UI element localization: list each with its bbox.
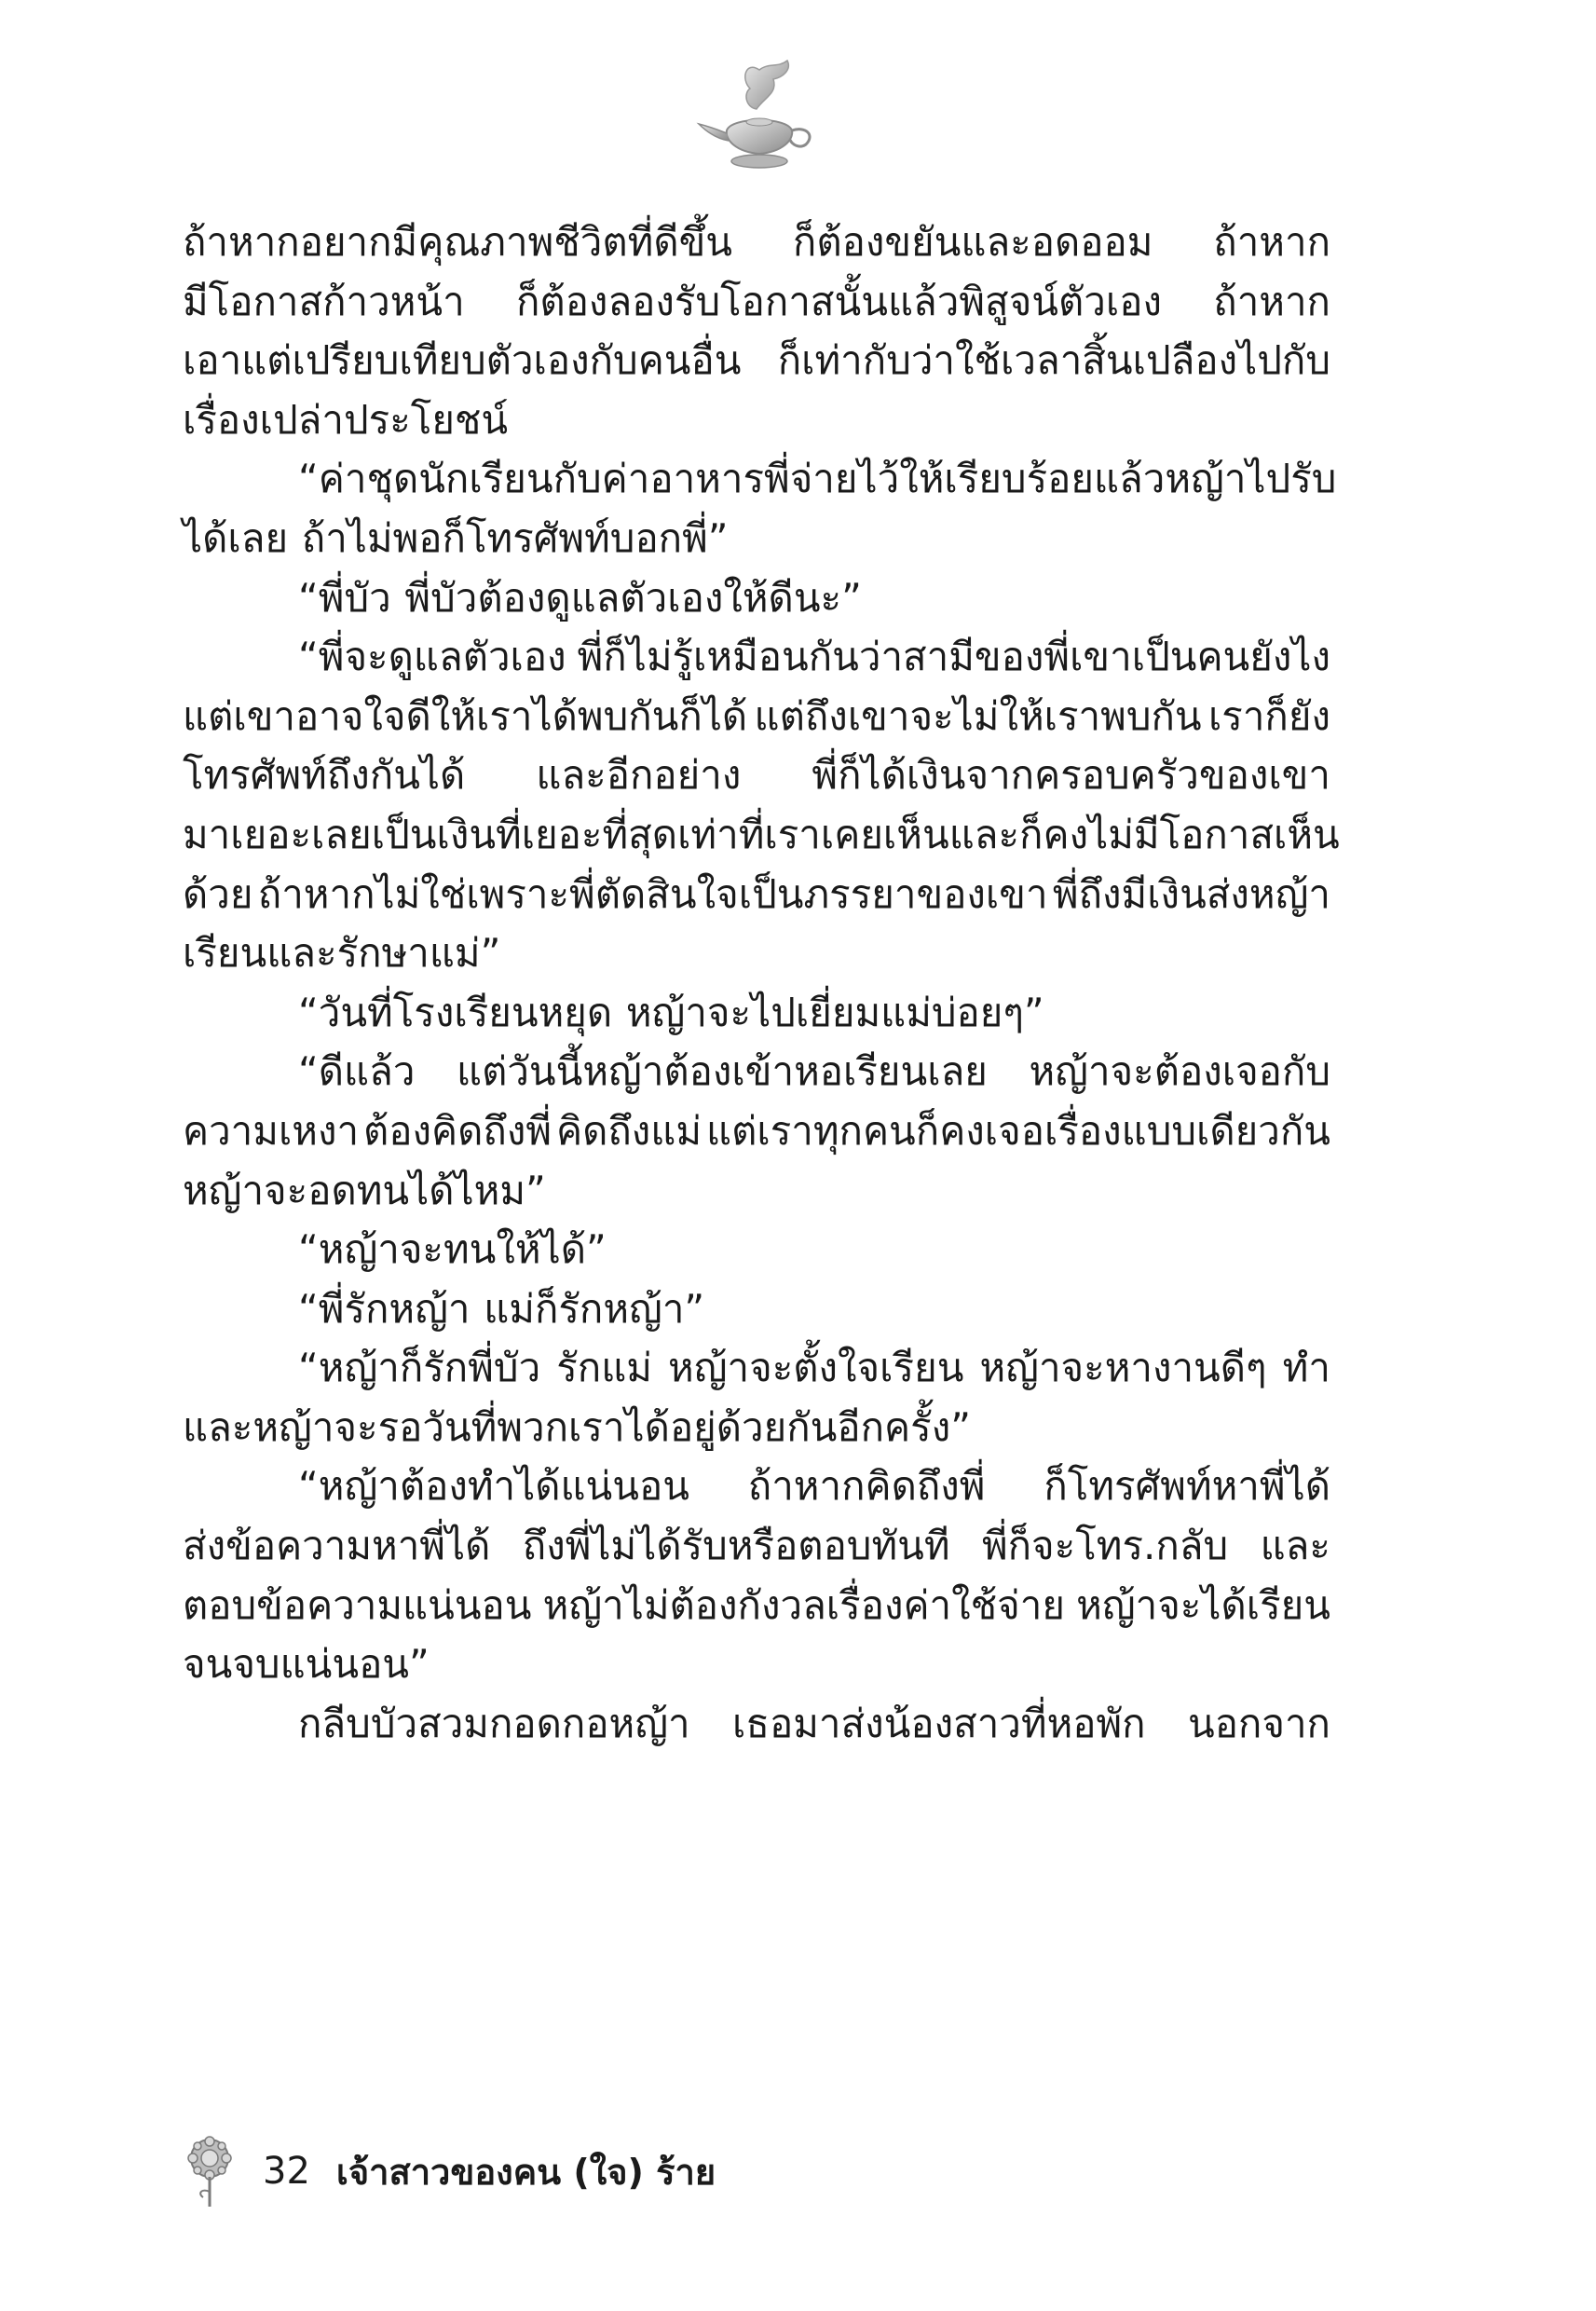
text-segment: ถ้าหากอยากมีคุณภาพชีวิตที่ดีขึ้น [183,219,733,265]
text-segment: และก็คงไม่มีโอกาสเห็น [948,811,1340,857]
text-segment: ได้เลย [183,514,289,561]
text-segment: คิดถึงแม่ [555,1107,703,1154]
text-segment: มีโอกาสก้าวหน้า [183,278,465,324]
text-line [183,272,1330,332]
text-line [183,449,1337,509]
text-segment: ถึงพี่ไม่ได้รับหรือตอบทันที [522,1523,950,1569]
text-line [183,1220,1330,1279]
text-segment: ก็เท่ากับว่าใช้เวลาสิ้นเปลืองไปกับ [777,337,1330,384]
text-segment: หญ้าจะหางานดีๆ [979,1345,1267,1391]
text-segment: มาเยอะเลย [183,811,372,857]
text-segment: เอาแต่เปรียบเทียบตัวเองกับคนอื่น [183,337,742,384]
text-segment: หญ้าไปรับ [1165,456,1337,502]
text-segment: แม่ก็รักหญ้า” [484,1285,705,1332]
body-text [183,212,1340,1753]
text-line [183,1338,1330,1398]
text-segment: นอกจาก [1188,1700,1330,1746]
text-segment: แต่วันนี้หญ้าต้องเข้าหอเรียนเลย [457,1048,988,1095]
text-segment: หญ้าจะไปเยี่ยมแม่บ่อยๆ” [625,989,1044,1035]
text-segment: จนจบแน่นอน” [183,1641,430,1688]
text-segment: เป็นเงินที่เยอะที่สุดเท่าที่เราเคยเห็น [371,811,949,857]
text-segment: และ [1260,1523,1330,1569]
text-line [183,509,1330,568]
text-segment: “ดีแล้ว [298,1048,416,1095]
page-number: 32 [263,2150,310,2193]
text-segment: ถ้าหาก [1213,219,1330,265]
text-segment: เรื่องเปล่าประโยชน์ [183,396,509,443]
text-segment: ถ้าหากคิดถึงพี่ [747,1463,986,1510]
text-segment: “วันที่โรงเรียนหยุด [298,989,613,1035]
text-line [183,1161,1330,1221]
text-segment: แต่เราทุกคนก็คงเจอเรื่องแบบเดียวกัน [706,1107,1330,1154]
text-segment: หญ้าจะอดทนได้ไหม” [183,1167,546,1213]
text-segment: หญ้าจะได้เรียน [1076,1581,1330,1628]
text-segment: พี่จ่ายไว้ให้เรียบร้อยแล้ว [764,456,1166,502]
text-line [183,212,1330,272]
text-segment: พี่ก็จะโทร.กลับ [981,1523,1229,1569]
text-segment: พี่บัวต้องดูแลตัวเองให้ดีนะ” [404,574,862,621]
text-segment: ก็ต้องลองรับโอกาสนั้นแล้วพิสูจน์ตัวเอง [516,278,1162,324]
text-line [183,1456,1330,1516]
text-segment: ตอบข้อความแน่นอน [183,1581,532,1628]
text-segment: เรียนและรักษาแม่” [183,930,501,977]
text-segment: กลีบบัวสวมกอดกอหญ้า [298,1700,690,1746]
flower-ornament-icon [183,2134,237,2208]
text-line [183,687,1330,746]
text-line [183,1042,1330,1101]
text-line [183,865,1330,924]
text-line [183,1101,1330,1161]
text-segment: พี่ก็ได้เงินจากครอบครัวของเขา [812,752,1330,799]
text-line [183,1516,1330,1576]
text-segment: “พี่รักหญ้า [298,1285,471,1332]
text-segment: และอีกอย่าง [536,752,742,799]
text-segment: หญ้าไม่ต้องกังวลเรื่องค่าใช้จ่าย [542,1581,1065,1628]
text-segment: เราก็ยัง [1207,692,1330,739]
text-segment: พี่ก็ไม่รู้เหมือนกันว่าสามีของพี่เขาเป็นคนยังไง [577,634,1330,680]
text-line [183,1279,1330,1339]
text-segment: ความเหงา [183,1107,360,1154]
text-segment: ถ้าหาก [1213,278,1330,324]
page-footer [183,2134,716,2208]
text-line [183,923,1330,983]
text-segment: และหญ้าจะรอวันที่พวกเราได้อยู่ด้วยกันอีกครั้ง” [183,1403,971,1450]
text-segment: “หญ้าก็รักพี่บัว [298,1345,541,1391]
text-segment: “หญ้าต้องทำได้แน่นอน [298,1463,689,1510]
text-line [183,1398,1330,1457]
text-segment: ถ้าหากไม่ใช่เพราะพี่ตัดสินใจเป็นภรรยาของเขา [257,870,1048,917]
text-segment: “ค่าชุดนักเรียนกับค่าอาหาร [298,456,765,502]
text-segment: “พี่จะดูแลตัวเอง [298,634,566,680]
text-segment: “พี่บัว [298,574,391,621]
text-segment: พี่ถึงมีเงินส่งหญ้า [1052,870,1330,917]
text-line [183,745,1330,805]
text-line [183,983,1330,1043]
text-segment: แต่ถึงเขาจะไม่ให้เราพบกัน [754,692,1202,739]
text-line [183,1576,1330,1635]
text-line [183,1634,1330,1694]
text-line [183,805,1340,865]
text-segment: ก็ต้องขยันและอดออม [792,219,1153,265]
text-segment: โทรศัพท์ถึงกันได้ [183,752,466,799]
text-line [183,627,1330,687]
text-segment: ถ้าไม่พอก็โทรศัพท์บอกพี่” [301,514,729,561]
text-segment: เธอมาส่งน้องสาวที่หอพัก [732,1700,1146,1746]
text-line [183,390,1330,450]
text-segment: ก็โทรศัพท์หาพี่ได้ [1044,1463,1330,1510]
text-segment: รักแม่ [556,1345,652,1391]
text-segment: ด้วย [183,870,253,917]
lamp-genie-ornament-icon [689,51,829,182]
text-line [183,331,1330,390]
text-segment: แต่เขาอาจใจดีให้เราได้พบกันก็ได้ [183,692,748,739]
text-segment: ต้องคิดถึงพี่ [363,1107,552,1154]
text-line [183,1694,1330,1754]
text-line [183,568,1330,628]
book-title: เจ้าสาวของคน (ใจ) ร้าย [335,2151,716,2193]
text-segment: “หญ้าจะทนให้ได้” [298,1226,607,1273]
text-segment: ส่งข้อความหาพี่ได้ [183,1523,491,1569]
text-segment: หญ้าจะต้องเจอกับ [1029,1048,1330,1095]
text-segment: หญ้าจะตั้งใจเรียน [668,1345,964,1391]
text-segment: ทำ [1282,1345,1330,1391]
